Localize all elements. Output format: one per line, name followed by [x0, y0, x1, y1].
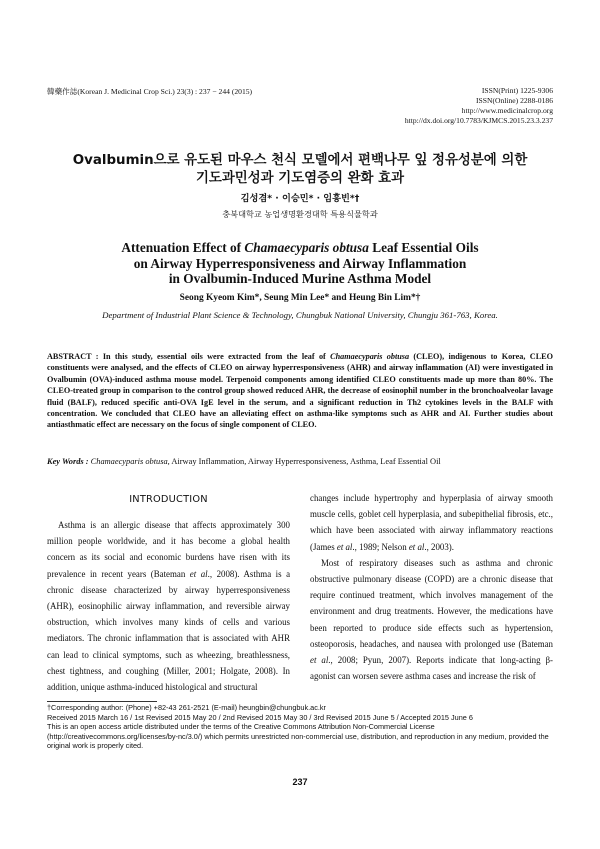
paragraph: Asthma is an allergic disease that affects approximately 300 million people worldwide, and it has become a global health concern as its social and economic burdens have risen with its prevalence in recent years (Bateman et al., 2008). Asthma is a chronic disease characterized by airway hyperresponsiveness (AHR), eosinophilic airway inflammation, and reversible airway obstruction, which involves many kinds of cells and various mediators. The chronic inflammation that is associated with AHR can lead to clinical symptoms, such as wheezing, breathlessness, chest tightness, and coughing (Miller, 2001; Holgate, 2008). In addition, unique asthma-induced histological and structural — [47, 520, 291, 693]
journal-url[interactable]: http://www.medicinalcrop.org — [461, 106, 553, 115]
license-note: This is an open access article distributed under the terms of the Creative Commons Attribution Non-Commercial License (http://creativecommons.org/licenses/by-nc/3.0/) which permits unrestricted non-commercial use, distribution, and reproduction in any medium, provided the original work is properly cited. — [47, 722, 549, 751]
body-column-right — [310, 490, 553, 684]
keywords-label: Key Words : — [47, 457, 89, 466]
received-dates: Received 2015 March 16 / 1st Revised 2015 May 20 / 2nd Revised 2015 May 30 / 3rd Revised 2015 June 5 / Accepted 2015 June 6 — [47, 712, 473, 722]
english-title-line1: Attenuation Effect of Chamaecyparis obtusa Leaf Essential Oils — [121, 240, 479, 255]
corresponding-author: †Corresponding author: (Phone) +82-43 261-2521 (E-mail) heungbin@chungbuk.ac.kr — [47, 703, 326, 712]
korean-affiliation: 충북대학교 농업생명환경대학 특용식물학과 — [222, 209, 378, 219]
issn-print: ISSN(Print) 1225-9306 — [481, 86, 553, 95]
korean-title — [40, 152, 560, 188]
abstract-label: ABSTRACT : — [47, 352, 103, 361]
korean-title-line1: Ovalbumin으로 유도된 마우스 천식 모델에서 편백나무 잎 정유성분에 의한 — [72, 153, 528, 168]
korean-title-line2: 기도과민성과 기도염증의 완화 효과 — [195, 171, 404, 186]
english-title — [40, 240, 560, 287]
footnotes — [47, 703, 557, 751]
issn-block — [405, 86, 553, 126]
keywords: Key Words : Chamaecyparis obtusa, Airway Inflammation, Airway Hyperresponsiveness, Asthma, Leaf Essential Oil — [47, 457, 441, 466]
body-column-left — [47, 517, 290, 695]
journal-citation: 韓藥作誌(Korean J. Medicinal Crop Sci.) 23(3) : 237 − 244 (2015) — [47, 87, 253, 96]
korean-authors: 김성겸* · 이승민* · 임흥빈*† — [240, 193, 360, 204]
english-authors: Seong Kyeom Kim*, Seung Min Lee* and Heung Bin Lim*† — [179, 293, 421, 303]
section-heading-introduction: INTRODUCTION — [129, 494, 208, 505]
footnote-divider — [47, 701, 157, 702]
english-title-line2: on Airway Hyperresponsiveness and Airway Inflammation — [133, 255, 467, 271]
english-affiliation: Department of Industrial Plant Science & Technology, Chungbuk National University, Chungju 361-763, Korea. — [102, 310, 498, 320]
page-number: 237 — [292, 777, 308, 787]
doi-link[interactable]: http://dx.doi.org/10.7783/KJMCS.2015.23.3.237 — [404, 116, 553, 125]
issn-online: ISSN(Online) 2288-0186 — [476, 96, 553, 105]
paragraph: Most of respiratory diseases such as asthma and chronic obstructive pulmonary disease (COPD) are a chronic disease that require continued treatment, which involves management of the environment and drug treatments. However, the medications have been reported to produce side effects such as hypertension, osteoporosis, headaches, and nausea with prolonged use (Bateman et al., 2008; Pyun, 2007). Reports indicate that long-acting β-agonist can worsen severe asthma cases and increase the risk of — [310, 557, 553, 682]
paragraph: changes include hypertrophy and hyperplasia of airway smooth muscle cells, goblet cell hyperplasia, and subepithelial fibrosis, etc., which have been associated with airway inflammatory reactions (James et al., 1989; Nelson et al., 2003). — [310, 493, 553, 552]
english-title-line3: in Ovalbumin-Induced Murine Asthma Model — [168, 271, 432, 286]
abstract: ABSTRACT : In this study, essential oils were extracted from the leaf of Chamaecyparis obtusa (CLEO), indigenous to Korea, CLEO constituents were analysed, and the effects of CLEO on airway hyperresponsiveness (AHR) and airway inflammation (AI) were investigated in Ovalbumin (OVA)-induced asthma mouse model. Terpenoid components among identified CLEO constituents made up more than 80%. The CLEO-treated group in comparison to the control group showed reduced AHR, the decrease of eosinophil number in the bronchoalveolar lavage fluid (BALF), reduced specific anti-OVA IgE level in the serum, and a significant reduction in Th2 cytokines levels in the BALF with concentration. We concluded that CLEO have an alleviating effect on asthma-like symptoms such as AHR and AI. Further studies about antiasthmatic effect are necessary on the focus of single component of CLEO. — [47, 352, 553, 430]
